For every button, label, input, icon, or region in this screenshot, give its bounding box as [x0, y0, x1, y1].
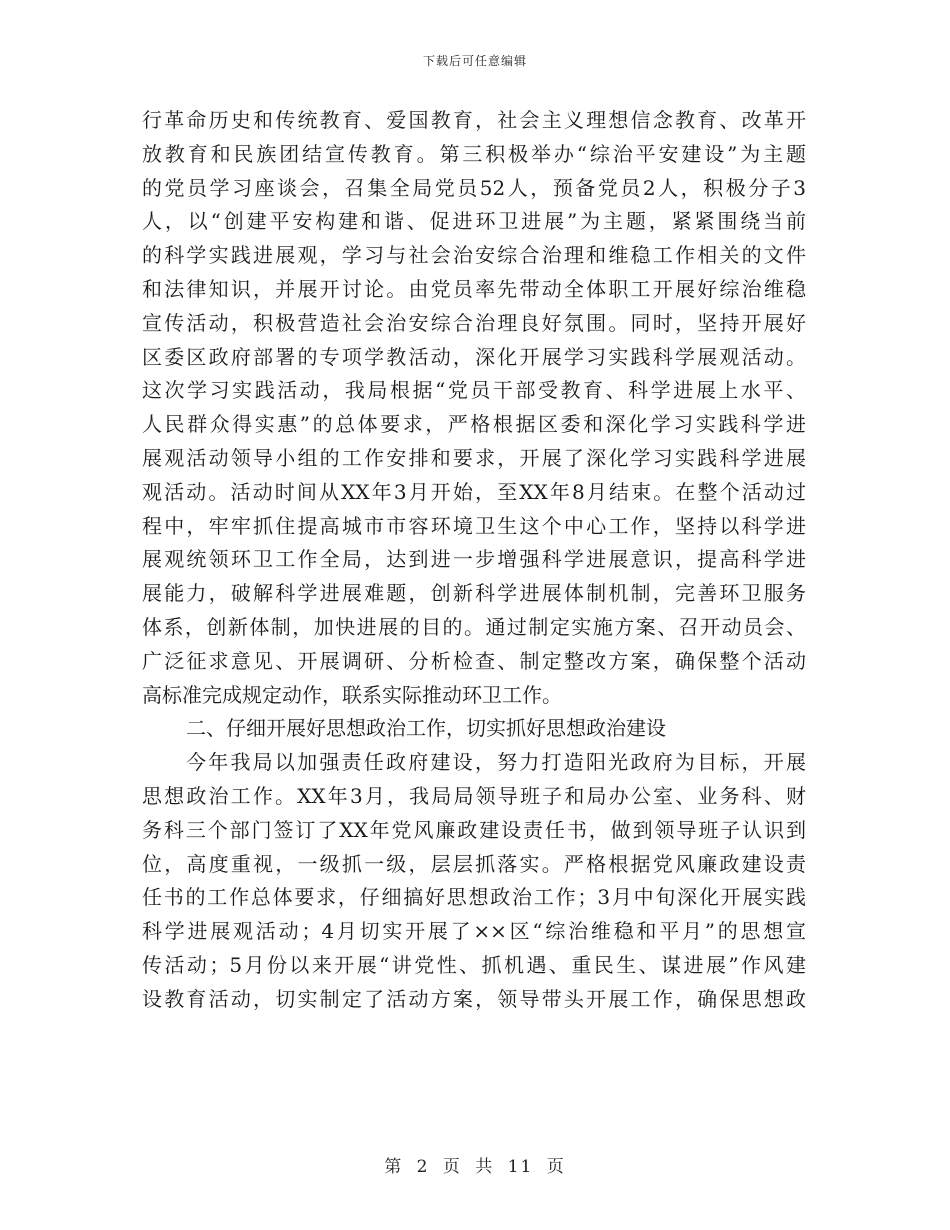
- body-line: 思想政治工作。XX年3月，我局局领导班子和局办公室、业务科、财: [142, 783, 806, 808]
- body-line: 广泛征求意见、开展调研、分析检查、制定整改方案，确保整个活动: [142, 648, 806, 673]
- body-line: 科学进展观活动；4月切实开展了××区“综治维稳和平月”的思想宣: [142, 919, 806, 944]
- body-line: 务科三个部门签订了XX年党风廉政建设责任书，做到领导班子认识到: [142, 817, 806, 842]
- body-line: 的党员学习座谈会，召集全局党员52人，预备党员2人，积极分子3: [142, 175, 806, 200]
- body-line: 行革命历史和传统教育、爱国教育，社会主义理想信念教育、改革开: [142, 108, 806, 132]
- body-line: 展能力，破解科学进展难题，创新科学进展体制机制，完善环卫服务: [142, 581, 806, 606]
- body-line: 人，以“创建平安构建和谐、促进环卫进展”为主题，紧紧围绕当前: [142, 209, 806, 234]
- body-line: 放教育和民族团结宣传教育。第三积极举办“综治平安建设”为主题: [142, 141, 806, 166]
- body-line: 设教育活动，切实制定了活动方案，领导带头开展工作，确保思想政: [142, 986, 806, 1011]
- document-body: [142, 104, 806, 1017]
- body-line: 体系，创新体制，加快进展的目的。通过制定实施方案、召开动员会、: [142, 614, 806, 639]
- body-line: 宣传活动，积极营造社会治安综合治理良好氛围。同时，坚持开展好: [142, 310, 806, 335]
- body-line: 和法律知识，并展开讨论。由党员率先带动全体职工开展好综治维稳: [142, 276, 806, 301]
- body-line: 传活动；5月份以来开展“讲党性、抓机遇、重民生、谋进展”作风建: [142, 952, 806, 977]
- body-line: 区委区政府部署的专项学教活动，深化开展学习实践科学展观活动。: [142, 344, 806, 369]
- page-number: 第 2 页 共 11 页: [384, 1157, 566, 1177]
- body-line: 高标准完成规定动作，联系实际推动环卫工作。: [142, 682, 562, 707]
- body-line: 任书的工作总体要求，仔细搞好思想政治工作；3月中旬深化开展实践: [142, 885, 806, 910]
- body-line: 程中，牢牢抓住提高城市市容环境卫生这个中心工作，坚持以科学进: [142, 513, 806, 538]
- body-line: 展观活动领导小组的工作安排和要求，开展了深化学习实践科学进展: [142, 445, 806, 470]
- body-line: 展观统领环卫工作全局，达到进一步增强科学进展意识，提高科学进: [142, 547, 806, 572]
- body-line: 今年我局以加强责任政府建设，努力打造阳光政府为目标，开展: [186, 750, 806, 775]
- body-line: 的科学实践进展观，学习与社会治安综合治理和维稳工作相关的文件: [142, 243, 806, 268]
- header-note: 下载后可任意编辑: [422, 54, 527, 68]
- section-heading: 二、仔细开展好思想政治工作，切实抓好思想政治建设: [186, 716, 666, 741]
- body-line: 人民群众得实惠”的总体要求，严格根据区委和深化学习实践科学进: [142, 412, 806, 437]
- body-line: 观活动。活动时间从XX年3月开始，至XX年8月结束。在整个活动过: [142, 479, 806, 504]
- body-line: 位，高度重视，一级抓一级，层层抓落实。严格根据党风廉政建设责: [142, 851, 806, 876]
- body-line: 这次学习实践活动，我局根据“党员干部受教育、科学进展上水平、: [142, 378, 806, 403]
